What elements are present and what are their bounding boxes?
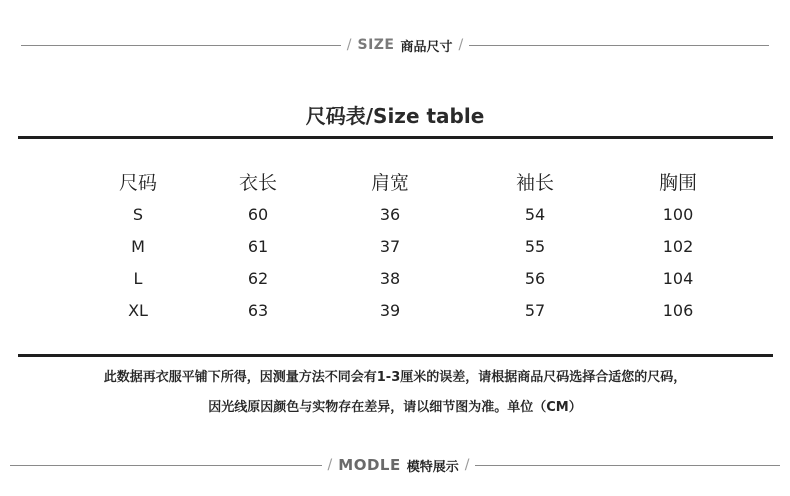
table-top-rule	[18, 136, 773, 139]
header-divider-right	[469, 45, 769, 46]
table-cell: 63	[247, 301, 269, 320]
column-header-size: 尺码	[118, 172, 157, 194]
model-header-zh: 模特展示	[406, 459, 459, 475]
size-section-header	[0, 35, 790, 55]
column-header-length: 衣长	[238, 172, 277, 194]
table-cell: 104	[662, 269, 694, 288]
table-cell: 56	[524, 269, 546, 288]
table-cell: 61	[247, 237, 269, 256]
footer-divider-left	[10, 465, 322, 466]
table-cell: 37	[379, 237, 401, 256]
size-header-zh: 商品尺寸	[400, 39, 453, 55]
table-cell: S	[132, 205, 144, 224]
table-cell: XL	[128, 301, 148, 320]
table-bottom-rule	[18, 354, 773, 357]
table-cell: 62	[247, 269, 269, 288]
column-header-sleeve: 袖长	[515, 172, 554, 194]
table-cell: 38	[379, 269, 401, 288]
header-slash-left: /	[346, 37, 352, 53]
footer-slash-right: /	[464, 457, 470, 473]
measurement-note: 此数据再衣服平铺下所得，因测量方法不同会有1-3厘米的误差，请根据商品尺码选择合适您的尺码，	[103, 370, 687, 385]
table-cell: 54	[524, 205, 546, 224]
column-header-chest: 胸围	[658, 172, 697, 194]
table-cell: L	[133, 269, 143, 288]
table-cell: M	[131, 237, 145, 256]
table-cell: 102	[662, 237, 694, 256]
footer-slash-left: /	[327, 457, 333, 473]
table-cell: 106	[662, 301, 694, 320]
footer-divider-right	[475, 465, 780, 466]
header-slash-right: /	[458, 37, 464, 53]
size-header-en: SIZE	[357, 37, 395, 53]
table-cell: 100	[662, 205, 694, 224]
color-note: 因光线原因颜色与实物存在差异，请以细节图为准。单位（CM）	[208, 400, 582, 415]
table-cell: 39	[379, 301, 401, 320]
table-cell: 36	[379, 205, 401, 224]
table-cell: 57	[524, 301, 546, 320]
table-cell: 55	[524, 237, 546, 256]
table-cell: 60	[247, 205, 269, 224]
model-header-en: MODLE	[338, 456, 401, 474]
model-section-header	[0, 455, 790, 475]
column-header-shoulder: 肩宽	[370, 172, 409, 194]
header-divider-left	[21, 45, 341, 46]
size-table-title: 尺码表/Size table	[305, 104, 485, 128]
